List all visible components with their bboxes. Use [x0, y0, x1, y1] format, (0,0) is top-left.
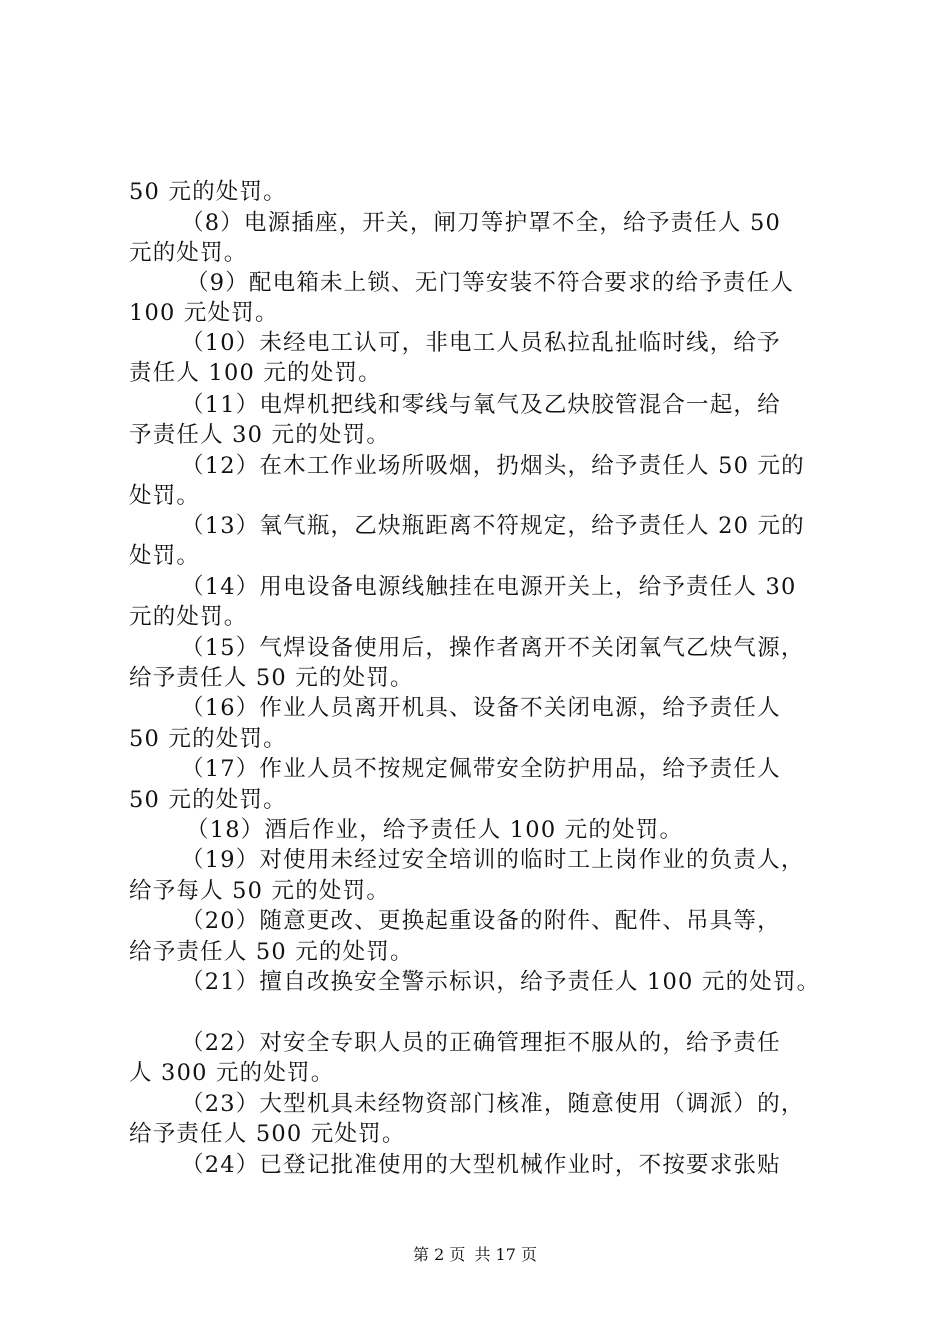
text-line: （19）对使用未经过安全培训的临时工上岗作业的负责人，	[181, 847, 805, 873]
text-line: 给予责任人 50 元的处罚。	[129, 665, 414, 691]
text-line: 50 元的处罚。	[129, 787, 287, 813]
text-line: （10）未经电工认可，非电工人员私拉乱扯临时线，给予	[181, 330, 781, 356]
text-line: （18）酒后作业，给予责任人 100 元的处罚。	[186, 817, 684, 843]
text-line: （16）作业人员离开机具、设备不关闭电源，给予责任人	[181, 695, 781, 721]
text-line: （17）作业人员不按规定佩带安全防护用品，给予责任人	[181, 756, 781, 782]
text-line: （9）配电箱未上锁、无门等安装不符合要求的给予责任人	[186, 270, 795, 296]
text-line: 予责任人 30 元的处罚。	[129, 422, 391, 448]
text-line: 给予每人 50 元的处罚。	[129, 878, 391, 904]
page-footer	[0, 1244, 950, 1266]
text-line: 给予责任人 50 元的处罚。	[129, 939, 414, 965]
total-pages: 共 17 页	[474, 1245, 537, 1264]
text-line: 50 元的处罚。	[129, 726, 287, 752]
text-line: 处罚。	[129, 483, 201, 509]
text-line: （14）用电设备电源线触挂在电源开关上，给予责任人 30	[181, 574, 797, 600]
text-line: （13）氧气瓶，乙炔瓶距离不符规定，给予责任人 20 元的	[181, 513, 805, 539]
text-line: 责任人 100 元的处罚。	[129, 360, 382, 386]
text-line: 给予责任人 500 元处罚。	[129, 1121, 406, 1147]
text-line: （23）大型机具未经物资部门核准，随意使用（调派）的，	[181, 1091, 805, 1117]
text-line: （21）擅自改换安全警示标识，给予责任人 100 元的处罚。	[181, 969, 821, 995]
text-line: 50 元的处罚。	[129, 179, 287, 205]
text-line: （20）随意更改、更换起重设备的附件、配件、吊具等，	[181, 908, 781, 934]
page-number: 第 2 页	[413, 1245, 466, 1264]
text-line: （15）气焊设备使用后，操作者离开不关闭氧气乙炔气源，	[181, 635, 805, 661]
text-line: （12）在木工作业场所吸烟，扔烟头，给予责任人 50 元的	[181, 453, 805, 479]
text-line: 100 元处罚。	[129, 300, 279, 326]
text-line: （8）电源插座，开关，闸刀等护罩不全，给予责任人 50	[181, 210, 781, 236]
text-line: 元的处罚。	[129, 240, 248, 266]
text-line: 人 300 元的处罚。	[129, 1060, 335, 1086]
text-line: （24）已登记批准使用的大型机械作业时，不按要求张贴	[181, 1152, 781, 1178]
text-line: （11）电焊机把线和零线与氧气及乙炔胶管混合一起，给	[181, 392, 781, 418]
text-line: 元的处罚。	[129, 604, 248, 630]
text-line: （22）对安全专职人员的正确管理拒不服从的，给予责任	[181, 1030, 781, 1056]
text-line: 处罚。	[129, 543, 201, 569]
